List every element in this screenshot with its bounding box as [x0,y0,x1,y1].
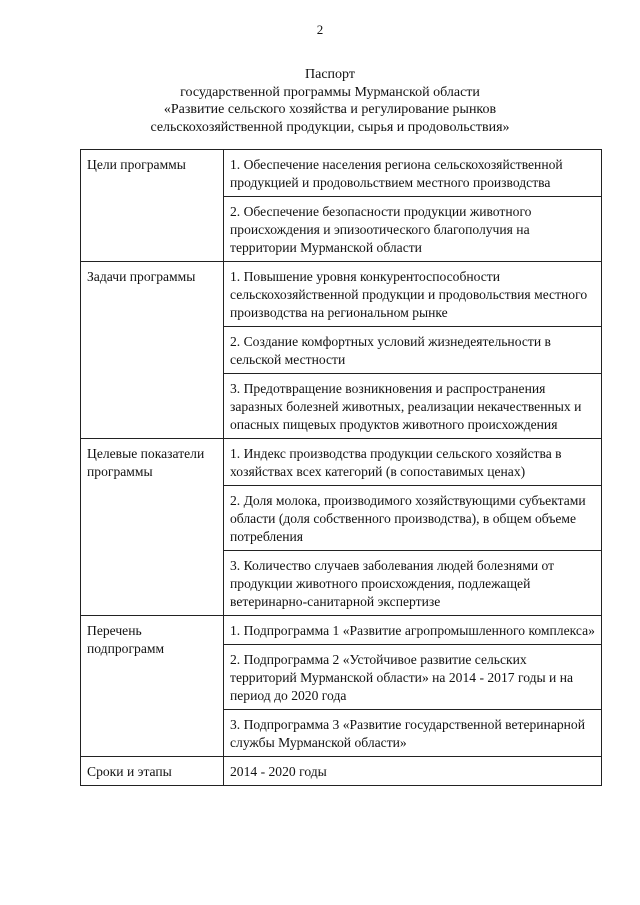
section-item-cell [224,374,602,439]
section-item-cell [224,197,602,262]
section-item: 1. Индекс производства продукции сельского хозяйства в хозяйствах всех категорий (в сопоставимых ценах) [230,446,562,479]
passport-table [80,149,602,786]
section-label: Цели программы [87,157,186,172]
section-item: 2. Подпрограмма 2 «Устойчивое развитие сельских территорий Мурманской области» на 2014 - 2017 годы и на период до 2020 года [230,652,574,703]
title-line: Паспорт [305,67,355,82]
section-item-cell [224,327,602,374]
title-line: «Развитие сельского хозяйства и регулирование рынков [163,102,497,117]
section-item: 2. Доля молока, производимого хозяйствующими субъектами области (доля собственного производства), в общем объеме потребления [230,493,586,544]
section-item: 1. Повышение уровня конкурентоспособности сельскохозяйственной продукции и продовольствия местного производства на региональном рынке [230,269,588,320]
section-item-cell [224,439,602,486]
section-item: 2014 - 2020 годы [230,764,327,779]
section-label-cell [81,757,224,786]
table-row [81,757,602,786]
section-item: 3. Количество случаев заболевания людей болезнями от продукции животного происхождения, подлежащей ветеринарно-санитарной экспертизе [230,558,555,609]
table-row [81,616,602,645]
section-item-cell [224,150,602,197]
section-item-cell [224,645,602,710]
section-item: 2. Создание комфортных условий жизнедеятельности в сельской местности [230,334,551,367]
section-item-cell [224,486,602,551]
section-item: 1. Подпрограмма 1 «Развитие агропромышленного комплекса» [230,623,595,638]
section-item: 3. Предотвращение возникновения и распространения заразных болезней животных, реализации некачественных и опасных пищевых продуктов животного происхождения [230,381,582,432]
table-row [81,150,602,197]
section-label-cell [81,439,224,616]
document-title [80,66,580,136]
section-label-cell [81,616,224,757]
section-item-cell [224,710,602,757]
section-label-cell [81,262,224,439]
section-item: 1. Обеспечение населения региона сельскохозяйственной продукцией и продовольствием местного производства [230,157,563,190]
section-item-cell [224,757,602,786]
title-line: сельскохозяйственной продукции, сырья и продовольствия» [150,119,510,135]
table-row [81,439,602,486]
title-line: государственной программы Мурманской области [180,84,480,100]
page-number: 2 [316,22,324,37]
table-row [81,262,602,327]
section-item-cell [224,551,602,616]
section-label: Перечень подпрограмм [87,623,165,656]
section-item-cell [224,616,602,645]
section-label: Сроки и этапы [87,764,172,779]
section-label: Задачи программы [87,269,196,284]
section-item: 3. Подпрограмма 3 «Развитие государственной ветеринарной службы Мурманской области» [230,717,585,750]
section-label-cell [81,150,224,262]
section-label: Целевые показатели программы [87,446,205,479]
section-item-cell [224,262,602,327]
section-item: 2. Обеспечение безопасности продукции животного происхождения и эпизоотического благополучия на территории Мурманской области [230,204,532,255]
